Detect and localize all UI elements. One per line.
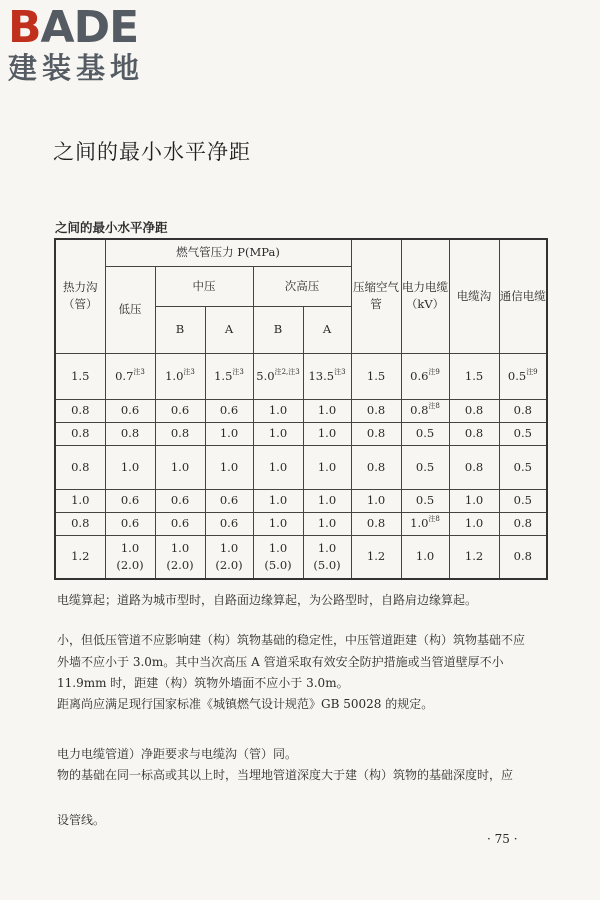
cell-value: 0.8 <box>120 426 140 440</box>
table-cell <box>351 399 401 422</box>
cell-value: 1.2 <box>71 549 90 564</box>
cell-value: 1.0 <box>219 540 239 555</box>
cell-value: 0.5 <box>513 426 532 440</box>
table-cell <box>401 489 449 512</box>
header-telecom-cable: 通信电缆 <box>499 239 547 353</box>
cell-value: 0.6 <box>410 368 429 383</box>
cell-value: 0.8 <box>513 403 532 417</box>
cell-value: 0.8 <box>366 426 386 440</box>
table-cell <box>253 422 303 445</box>
table-cell <box>351 512 401 535</box>
table-cell <box>401 512 449 535</box>
table-body <box>55 353 547 579</box>
table-row <box>55 512 547 535</box>
table-cell <box>55 422 105 445</box>
page-title: 之间的最小水平净距 <box>53 140 251 164</box>
cell-value: 1.0 <box>464 516 484 530</box>
cell-value: 1.0 <box>317 459 337 474</box>
cell-value: 0.6 <box>170 403 190 417</box>
header-low: 低压 <box>105 266 155 353</box>
table-row <box>55 489 547 512</box>
table-cell <box>155 422 205 445</box>
logo-wordmark: BADE <box>8 2 139 53</box>
header-heat-pipe: 热力沟（管） <box>55 239 105 353</box>
cell-value-secondary: (2.0) <box>166 557 194 572</box>
cell-value: 0.6 <box>120 493 140 507</box>
clearance-table <box>54 238 548 580</box>
table-cell <box>499 399 547 422</box>
table-cell <box>351 489 401 512</box>
table-cell <box>449 489 499 512</box>
table-cell <box>205 489 253 512</box>
cell-value-secondary: (5.0) <box>264 557 292 572</box>
cell-value: 1.0 <box>317 403 337 417</box>
cell-value-secondary: (2.0) <box>116 557 144 572</box>
header-medium-b: B <box>155 306 205 353</box>
cell-value: 0.7 <box>115 368 134 383</box>
footnote-ref: 注3 <box>232 367 244 376</box>
table-cell <box>303 445 351 489</box>
cell-value: 0.6 <box>120 516 140 530</box>
cell-value: 0.6 <box>219 403 239 417</box>
table-cell <box>449 422 499 445</box>
table-cell <box>351 535 401 579</box>
cell-value: 1.0 <box>410 516 429 530</box>
footnote-ref: 注2,注3 <box>274 367 300 376</box>
table-cell <box>499 422 547 445</box>
cell-value: 1.0 <box>317 493 337 507</box>
cell-value-secondary: (5.0) <box>313 557 341 572</box>
header-cable-trench: 电缆沟 <box>449 239 499 353</box>
table-cell <box>155 399 205 422</box>
table-cell <box>449 535 499 579</box>
table-cell <box>105 535 155 579</box>
table-cell <box>155 535 205 579</box>
table-cell <box>351 422 401 445</box>
table-cell <box>253 399 303 422</box>
cell-value: 1.0 <box>268 516 288 530</box>
table-cell <box>303 353 351 399</box>
cell-value: 1.0 <box>317 540 337 555</box>
cell-value: 13.5 <box>308 368 335 383</box>
table-cell <box>205 422 253 445</box>
table-cell <box>253 489 303 512</box>
cell-value: 1.0 <box>170 459 190 474</box>
table-cell <box>449 353 499 399</box>
table-cell <box>55 353 105 399</box>
cell-value: 0.8 <box>71 426 90 440</box>
header-medium: 中压 <box>155 266 253 306</box>
cell-value: 1.0 <box>415 549 435 564</box>
header-power-cable: 电力电缆（kV） <box>401 239 449 353</box>
cell-value: 1.0 <box>268 540 288 555</box>
cell-value: 1.0 <box>268 459 288 474</box>
header-gas-pressure: 燃气管压力 P(MPa) <box>105 239 351 266</box>
cell-value: 0.8 <box>170 426 190 440</box>
table-cell <box>499 489 547 512</box>
table-cell <box>449 399 499 422</box>
table-cell <box>303 422 351 445</box>
table-cell <box>105 353 155 399</box>
note-paragraph: 电力电缆管道）净距要求与电缆沟（管）同。 <box>57 747 298 761</box>
table-cell <box>205 512 253 535</box>
cell-value: 1.0 <box>219 459 239 474</box>
header-sub-high: 次高压 <box>253 266 351 306</box>
cell-value: 1.0 <box>165 368 184 383</box>
table-cell <box>303 489 351 512</box>
note-paragraph: 11.9mm 时，距建（构）筑物外墙面不应小于 3.0m。 <box>57 676 349 690</box>
footnote-ref: 注8 <box>428 515 440 523</box>
cell-value: 0.8 <box>71 459 90 474</box>
cell-value: 0.5 <box>415 493 435 507</box>
note-paragraph: 距离尚应满足现行国家标准《城镇燃气设计规范》GB 50028 的规定。 <box>57 697 434 711</box>
table-cell <box>155 512 205 535</box>
cell-value: 0.6 <box>170 493 190 507</box>
table-cell <box>303 512 351 535</box>
table-cell <box>253 445 303 489</box>
table-cell <box>401 535 449 579</box>
table-cell <box>253 512 303 535</box>
cell-value: 0.5 <box>415 426 435 440</box>
table-cell <box>55 535 105 579</box>
footnote-ref: 注3 <box>133 367 145 376</box>
cell-value: 1.0 <box>317 426 337 440</box>
footnote-ref: 注9 <box>526 367 538 376</box>
footnote-ref: 注3 <box>334 367 346 376</box>
cell-value: 1.0 <box>120 540 140 555</box>
cell-value: 1.0 <box>170 540 190 555</box>
header-sub-high-b: B <box>253 306 303 353</box>
table-cell <box>205 445 253 489</box>
table-cell <box>105 489 155 512</box>
table-cell <box>401 422 449 445</box>
header-sub-high-a: A <box>303 306 351 353</box>
header-compressed-air: 压缩空气管 <box>351 239 401 353</box>
table-cell <box>449 512 499 535</box>
footnote-ref: 注3 <box>183 367 195 376</box>
table-cell <box>105 422 155 445</box>
table-cell <box>155 445 205 489</box>
cell-value: 0.8 <box>513 516 532 530</box>
note-paragraph: 外墙不应小于 3.0m。其中当次高压 A 管道采取有效安全防护措施或当管道壁厚不小 <box>57 655 504 669</box>
cell-value: 1.0 <box>268 493 288 507</box>
table-cell <box>105 512 155 535</box>
cell-value: 0.5 <box>415 459 435 474</box>
table-cell <box>401 445 449 489</box>
table-cell <box>55 489 105 512</box>
table-row <box>55 399 547 422</box>
table-cell <box>105 445 155 489</box>
cell-value: 1.0 <box>366 493 386 507</box>
table-cell <box>499 445 547 489</box>
footnote-ref: 注8 <box>428 402 440 410</box>
table-cell <box>205 535 253 579</box>
note-paragraph: 小，但低压管道不应影响建（构）筑物基础的稳定性，中压管道距建（构）筑物基础不应 <box>57 633 526 647</box>
table-cell <box>499 512 547 535</box>
logo-subtitle: 建装基地 <box>8 51 145 85</box>
cell-value: 5.0 <box>256 368 275 383</box>
table-cell <box>105 399 155 422</box>
logo <box>8 2 178 85</box>
cell-value: 0.5 <box>507 368 527 383</box>
table-row <box>55 353 547 399</box>
cell-value: 1.0 <box>71 493 90 507</box>
cell-value: 0.6 <box>170 516 190 530</box>
cell-value: 0.6 <box>120 403 140 417</box>
cell-value: 0.5 <box>513 459 532 474</box>
cell-value: 0.5 <box>513 493 532 507</box>
cell-value: 0.8 <box>366 459 386 474</box>
cell-value: 0.8 <box>71 516 90 530</box>
table-cell <box>253 535 303 579</box>
table-row <box>55 535 547 579</box>
cell-value: 0.8 <box>71 403 90 417</box>
footnote-ref: 注9 <box>428 367 440 376</box>
cell-value: 1.0 <box>464 493 484 507</box>
table-cell <box>55 399 105 422</box>
table-cell <box>55 512 105 535</box>
cell-value: 1.2 <box>464 549 484 564</box>
header-medium-a: A <box>205 306 253 353</box>
table-cell <box>351 353 401 399</box>
note-paragraph: 物的基础在同一标高或其以上时，当埋地管道深度大于建（构）筑物的基础深度时，应 <box>57 768 514 782</box>
table-cell <box>253 353 303 399</box>
note-paragraph: 电缆算起；道路为城市型时，自路面边缘算起，为公路型时，自路肩边缘算起。 <box>57 593 478 607</box>
table-cell <box>155 489 205 512</box>
table-cell <box>499 353 547 399</box>
cell-value: 1.5 <box>366 368 386 383</box>
page-number: · 75 · <box>487 832 518 846</box>
table-cell <box>55 445 105 489</box>
table-cell <box>401 399 449 422</box>
cell-value: 1.5 <box>464 368 484 383</box>
cell-value: 1.0 <box>219 426 239 440</box>
cell-value: 1.0 <box>317 516 337 530</box>
cell-value: 0.8 <box>366 516 386 530</box>
cell-value: 0.6 <box>219 493 239 507</box>
cell-value: 0.8 <box>464 403 484 417</box>
cell-value: 0.8 <box>464 459 484 474</box>
table-title: 之间的最小水平净距 <box>55 220 168 235</box>
cell-value: 0.8 <box>513 549 532 564</box>
table-cell <box>303 535 351 579</box>
table-row <box>55 445 547 489</box>
table-cell <box>401 353 449 399</box>
table-cell <box>449 445 499 489</box>
table-row <box>55 422 547 445</box>
table-cell <box>155 353 205 399</box>
note-paragraph: 设管线。 <box>57 813 106 827</box>
table-cell <box>303 399 351 422</box>
table-cell <box>205 399 253 422</box>
cell-value: 1.0 <box>268 403 288 417</box>
cell-value-secondary: (2.0) <box>215 557 243 572</box>
cell-value: 0.8 <box>366 403 386 417</box>
table-cell <box>205 353 253 399</box>
cell-value: 1.0 <box>120 459 140 474</box>
cell-value: 0.8 <box>464 426 484 440</box>
cell-value: 1.5 <box>214 368 233 383</box>
table-cell <box>499 535 547 579</box>
cell-value: 1.2 <box>366 549 386 564</box>
cell-value: 0.8 <box>410 403 429 417</box>
cell-value: 1.5 <box>71 368 90 383</box>
cell-value: 0.6 <box>219 516 239 530</box>
table-cell <box>351 445 401 489</box>
cell-value: 1.0 <box>268 426 288 440</box>
